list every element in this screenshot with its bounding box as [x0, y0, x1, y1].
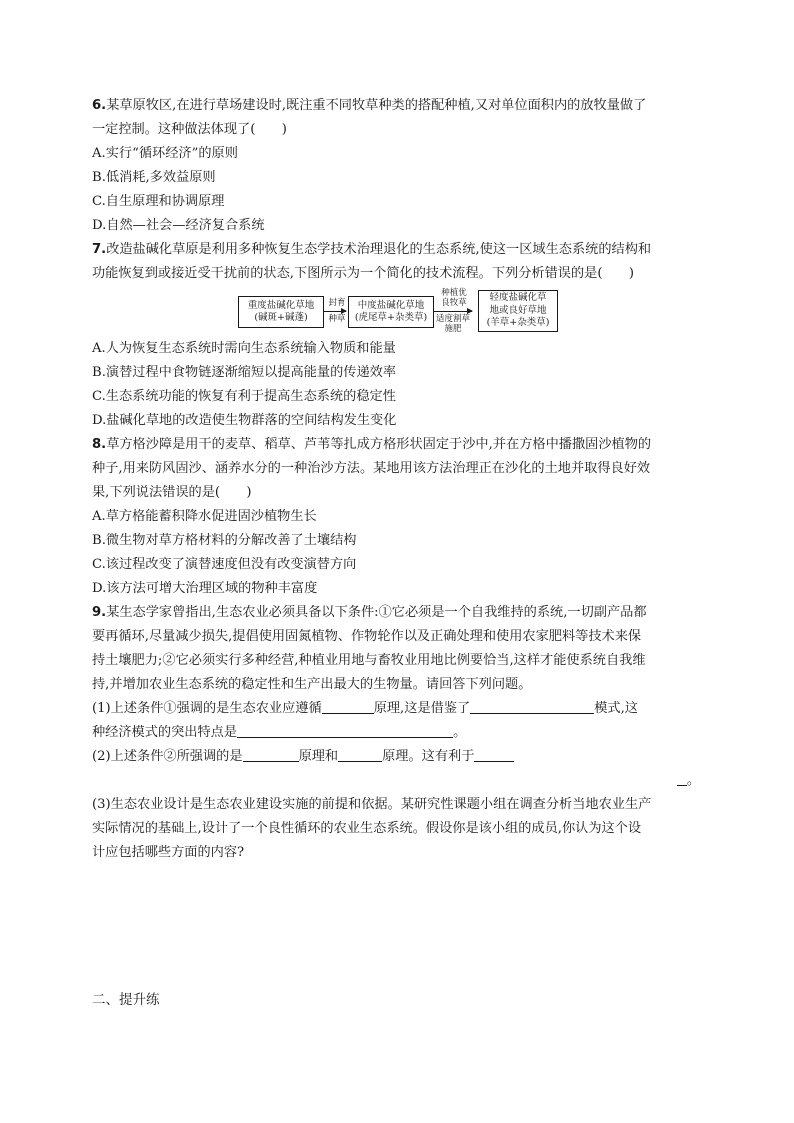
restoration-flow-diagram [238, 288, 558, 336]
question-7 [92, 238, 704, 286]
arrow-right-icon [434, 311, 472, 312]
question-8-stem: 8.草方格沙障是用干的麦草、稻草、芦苇等扎成方格形状固定于沙中,并在方格中播撒固沙植物的 [92, 437, 652, 452]
option-d[interactable]: D.盐碱化草地的改造使生物群落的空间结构发生变化 [92, 413, 397, 428]
option-b[interactable]: B.低消耗,多效益原则 [92, 170, 216, 185]
option-a[interactable]: A.实行“循环经济”的原则 [92, 146, 238, 161]
question-9-stem-cont: 持土壤肥力;②它必须实行多种经营,种植业用地与畜牧业用地比例要恰当,这样才能使系统自我维 [92, 653, 646, 668]
option-d[interactable]: D.该方法可增大治理区域的物种丰富度 [92, 581, 318, 596]
step1-bottom-label: 种草 [328, 314, 346, 324]
question-number: 6. [92, 98, 107, 113]
option-b[interactable]: B.微生物对草方格材料的分解改善了土壤结构 [92, 533, 357, 548]
option-c[interactable]: C.生态系统功能的恢复有利于提高生态系统的稳定性 [92, 389, 396, 404]
question-6-stem-cont: 一定控制。这种做法体现了( ) [92, 122, 287, 137]
option-c[interactable]: C.该过程改变了演替速度但没有改变演替方向 [92, 557, 357, 572]
severe-saline-grassland-box: 重度盐碱化草地 (碱斑+碱蓬) [238, 296, 324, 328]
section-heading: 二、提升练 [92, 992, 160, 1008]
answer-blank[interactable] [322, 699, 374, 714]
question-6 [92, 94, 704, 238]
option-a[interactable]: A.人为恢复生态系统时需向生态系统输入物质和能量 [92, 341, 396, 356]
option-b[interactable]: B.演替过程中食物链逐渐缩短以提高能量的传递效率 [92, 365, 397, 380]
question-8-stem-cont: 果,下列说法错误的是( ) [92, 485, 252, 500]
question-7-stem: 7.改造盐碱化草原是利用多种恢复生态学技术治理退化的生态系统,使这一区域生态系统的结构和 [92, 242, 652, 257]
step1-top-label: 封育 [328, 298, 346, 308]
part-3-cont: 计应包括哪些方面的内容? [92, 845, 245, 860]
question-9-stem: 9.某生态学家曾指出,生态农业必须具备以下条件:①它必须是一个自我维持的系统,一切副产品都 [92, 605, 647, 620]
answer-blank[interactable] [474, 747, 514, 762]
question-9-stem-cont: 持,并增加农业生态系统的稳定性和生产出最大的生物量。请回答下列问题。 [92, 677, 532, 692]
question-number: 8. [92, 437, 107, 452]
part-1-cont: 种经济模式的突出特点是 。 [92, 725, 467, 740]
part-1: (1)上述条件①强调的是生态农业应遵循 原理,这是借鉴了 模式,这 [92, 701, 638, 716]
question-7-stem-cont: 功能恢复到或接近受干扰前的状态,下图所示为一个简化的技术流程。下列分析错误的是( ) [92, 266, 634, 281]
part-2-cont: 。 [92, 769, 704, 793]
part-2: (2)上述条件②所强调的是 原理和 原理。这有利于 [92, 745, 704, 769]
mild-or-good-grassland-box: 轻度盐碱化草 地或良好草地 (羊草+杂类草) [478, 290, 558, 332]
option-a[interactable]: A.草方格能蓄积降水促进固沙植物生长 [92, 509, 317, 524]
answer-blank[interactable] [338, 747, 382, 762]
answer-blank[interactable] [237, 723, 453, 738]
question-9 [92, 601, 704, 865]
question-8-stem-cont: 种子,用来防风固沙、涵养水分的一种治沙方法。某地用该方法治理正在沙化的土地并取得良好效 [92, 461, 651, 476]
step2-bottom-label: 适度割草 施肥 [435, 314, 470, 334]
question-9-stem-cont: 要再循环,尽量减少损失,提倡使用固氮植物、作物轮作以及正确处理和使用农家肥料等技术来保 [92, 629, 642, 644]
arrow-right-icon [324, 311, 346, 312]
question-number: 7. [92, 242, 107, 257]
option-c[interactable]: C.自生原理和协调原理 [92, 194, 225, 209]
question-6-stem: 6.某草原牧区,在进行草场建设时,既注重不同牧草种类的搭配种植,又对单位面积内的放牧量做了 [92, 98, 647, 113]
question-7-options [92, 337, 704, 433]
option-d[interactable]: D.自然—社会—经济复合系统 [92, 218, 265, 233]
answer-blank[interactable] [243, 747, 299, 762]
part-3: (3)生态农业设计是生态农业建设实施的前提和依据。某研究性课题小组在调查分析当地农业生产 [92, 797, 652, 812]
question-8 [92, 433, 704, 601]
question-number: 9. [92, 605, 107, 620]
answer-blank[interactable] [470, 699, 594, 714]
answer-blank[interactable] [677, 771, 687, 786]
moderate-saline-grassland-box: 中度盐碱化草地 (虎尾草+杂类草) [348, 296, 434, 328]
step2-top-label: 种植优 良牧草 [441, 288, 467, 308]
part-3-cont: 实际情况的基础上,设计了一个良性循环的农业生态系统。假设你是该小组的成员,你认为这个设 [92, 821, 642, 836]
